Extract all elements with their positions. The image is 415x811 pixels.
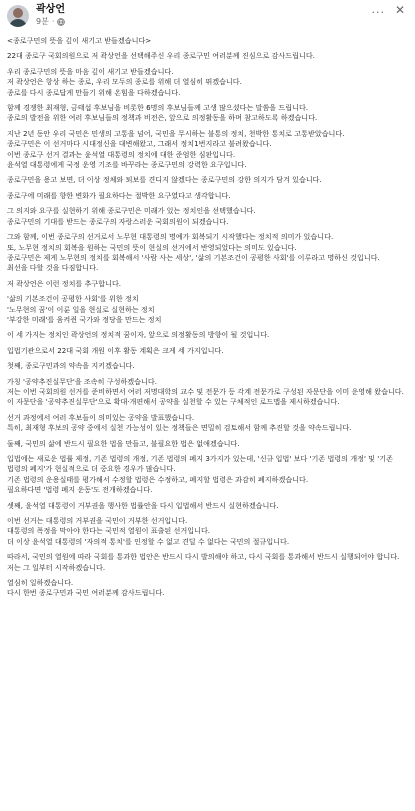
- post-time[interactable]: 9분: [36, 17, 49, 26]
- post-paragraph: [7, 516, 407, 547]
- post-paragraph: [7, 294, 407, 325]
- post-text-line: 이번 종로구 선거 결과는 윤석열 대통령의 정치에 대한 준엄한 심판입니다.: [7, 149, 236, 159]
- post-paragraph: [7, 439, 407, 449]
- post-text-line: '삶의 기본조건이 공평한 사회'를 위한 정치: [7, 294, 139, 304]
- post-text-line: <종로구민의 뜻을 깊이 새기고 받들겠습니다>: [7, 36, 152, 45]
- post-text-line: 지난 2년 동안 우리 국민은 민생의 고통을 넘어, 국민을 무시하는 불통의 정치, 천박한 통치로 고통받았습니다.: [7, 128, 345, 138]
- post-paragraph: [7, 361, 407, 371]
- post-content: [7, 36, 407, 599]
- post-text-line: 입법기관으로서 22대 국회 개원 이후 활동 계획은 크게 세 가지입니다.: [7, 345, 224, 355]
- post-text-line: 그와 함께, 이번 종로구의 선거로서 노무현 대통령의 명예가 회복되기 시작했다는 정치적 의미가 있습니다.: [7, 232, 334, 242]
- post-text-line: 셋째, 윤석열 대통령이 거부권을 행사한 법률안을 다시 입법해서 반드시 실현하겠습니다.: [7, 500, 279, 510]
- post-text-line: 가칭 '공약추진실무단'을 조속히 구성하겠습니다.: [7, 376, 157, 386]
- post-text-line: 최선을 다할 것을 다짐합니다.: [7, 263, 99, 273]
- post-text-line: 더 이상 윤석열 대통령의 '자의적 통치'를 인정할 수 없고 견딜 수 없다는 국민의 절규입니다.: [7, 536, 290, 546]
- post-paragraph: [7, 578, 407, 599]
- post-paragraph: [7, 206, 407, 227]
- post-paragraph: [7, 454, 407, 496]
- post-text-line: 또, 노무현 정치의 회복을 원하는 국민의 뜻이 현실의 선거에서 반영되었다는 의미도 있습니다.: [7, 242, 297, 252]
- post-text-line: 열심히 일하겠습니다.: [7, 578, 74, 588]
- post-paragraph: [7, 191, 407, 201]
- post-text-line: 종로구민은 제게 노무현의 정치를 회복해서 '사람 사는 세상', '삶의 기본조건이 공평한 사회'를 이루라고 명하신 것입니다.: [7, 252, 380, 262]
- post-paragraph: [7, 175, 407, 185]
- post-paragraph: [7, 346, 407, 356]
- close-icon[interactable]: ✕: [394, 3, 405, 17]
- post-paragraph: [7, 103, 407, 124]
- post-text-line: 종로구에 미래를 향한 변화가 필요하다는 절박한 요구였다고 생각합니다.: [7, 190, 231, 200]
- post-time-row: [36, 16, 65, 28]
- post-text-line: 윤석열 대통령에게 국정 운영 기조를 바꾸라는 종로구민의 강력한 요구입니다.: [7, 160, 247, 170]
- post-text-line: 종로구민은 이 선거마다 시대정신을 대변해왔고, 그래서 정치1번지라고 불려왔습니다.: [7, 139, 272, 149]
- globe-icon: [57, 18, 65, 26]
- post-paragraph: [7, 67, 407, 98]
- post-paragraph: [7, 232, 407, 274]
- dot-separator: ·: [51, 17, 55, 26]
- post-text-line: 이 세 가지는 정치인 곽상언의 정치적 꿈이자, 앞으로 의정활동의 방향이 될 것입니다.: [7, 330, 270, 340]
- post-paragraph: [7, 36, 407, 46]
- avatar-head-shape: [13, 8, 23, 18]
- post-text-line: 저는 이번 국회의원 선거를 준비하면서 여러 저명대학의 교수 및 전문가 등 각계 전문가로 구성된 자문단을 이미 운영해 왔습니다.: [7, 386, 404, 396]
- post-text-line: 22대 종로구 국회의원으로 저 곽상언을 선택해주신 우리 종로구민 여러분께 진심으로 감사드립니다.: [7, 51, 315, 61]
- post-meta: [36, 4, 65, 28]
- post-text-line: 다시 한번 종로구민과 국민 여러분께 감사드립니다.: [7, 588, 165, 598]
- post-text-line: 저는 그 일부터 시작하겠습니다.: [7, 562, 106, 572]
- post-text-line: 종로구민의 기대를 받드는 종로구의 자랑스러운 국회의원이 되겠습니다.: [7, 216, 229, 226]
- post-text-line: 그 의지와 요구를 실현하기 위해 종로구민은 미래가 있는 정치인을 선택했습니다.: [7, 206, 256, 216]
- post-paragraph: [7, 413, 407, 434]
- author-name[interactable]: 곽상언: [36, 4, 65, 15]
- post-text-line: '부강한 미래'를 움켜쥔 국가와 정당을 만드는 정치: [7, 314, 162, 324]
- post-paragraph: [7, 377, 407, 408]
- post-text-line: 종로를 다시 종로답게 만들기 위해 온힘을 다하겠습니다.: [7, 87, 181, 97]
- post-text-line: 기존 법령의 운용실태를 평가해서 수정할 법령은 수정하고, 폐지할 법령은 과감히 폐지하겠습니다.: [7, 474, 309, 484]
- post-text-line: 따라서, 국민의 열원에 따라 국회를 통과한 법안은 반드시 다시 발의해야 하고, 다시 국회를 통과해서 반드시 실행되어야 합니다.: [7, 552, 400, 562]
- post-text-line: 첫째, 종로구민과의 약속을 지키겠습니다.: [7, 361, 135, 371]
- post-text-line: 이번 선거는 대통령의 거부권을 국민이 거부한 선거입니다.: [7, 516, 188, 526]
- post-text-line: 우리 종로구민의 뜻을 마음 깊이 새기고 받들겠습니다.: [7, 66, 174, 76]
- post-paragraph: [7, 330, 407, 340]
- post-paragraph: [7, 552, 407, 573]
- post-text-line: 필요하다면 '법령 폐지 운동'도 전개하겠습니다.: [7, 485, 153, 495]
- post-text-line: 저 곽상언은 항상 하는 종로, 우리 모두의 종로를 위해 더 열심히 뛰겠습니다.: [7, 77, 242, 87]
- post-text-line: 저 곽상언은 이런 정치를 추구합니다.: [7, 278, 122, 288]
- avatar[interactable]: [7, 5, 29, 27]
- post-text-line: '노무현의 꿈'이 이룬 일을 현실로 실현하는 정치: [7, 304, 155, 314]
- post-text-line: 종로의 발전을 위한 여러 후보님들의 정책과 비전은, 앞으로 의정활동을 하며 참고하도록 하겠습니다.: [7, 113, 318, 123]
- post-text-line: 함께 경쟁한 최재형, 금태섭 후보님을 비롯한 6명의 후보님들께 고생 많으셨다는 말씀을 드립니다.: [7, 103, 309, 113]
- post-text-line: 입법에는 새로운 법률 제정, 기존 법령의 개정, 기존 법령의 폐지 3가지가 있는데, '신규 입법' 보다 '기존 법령의 개정' 및 '기존 법령의 폐지'가 현실적으로 더 중요한 경우가 많습니다.: [7, 454, 393, 474]
- post-text-line: 둘째, 국민의 삶에 반드시 필요한 법을 만들고, 불필요한 법은 없애겠습니다.: [7, 438, 240, 448]
- post-header: [7, 4, 407, 36]
- post-paragraph: [7, 129, 407, 171]
- post-text-line: 선거 과정에서 여러 후보들이 의미있는 공약을 발표했습니다.: [7, 412, 195, 422]
- post-text-line: 이 자문단을 '공약추진실무단'으로 확대·개편해서 공약을 실천할 수 있는 구체적인 로드맵을 제시하겠습니다.: [7, 397, 340, 407]
- more-icon[interactable]: ···: [371, 6, 385, 19]
- post-paragraph: [7, 501, 407, 511]
- post-text-line: 종로구민을 용고 보면, 더 이상 정체와 퇴보를 견디지 않겠다는 종로구민의 강한 의지가 담겨 있습니다.: [7, 175, 322, 185]
- post-text-line: 특히, 최재형 후보의 공약 중에서 실천 가능성이 있는 정책들은 면밀히 검토해서 함께 추진할 것을 약속드립니다.: [7, 423, 352, 433]
- post-paragraph: [7, 51, 407, 61]
- avatar-body-shape: [9, 19, 27, 27]
- post-paragraph: [7, 279, 407, 289]
- post-text-line: 대통령의 폭정을 막아야 한다는 국민적 열원이 표출된 선거입니다.: [7, 526, 211, 536]
